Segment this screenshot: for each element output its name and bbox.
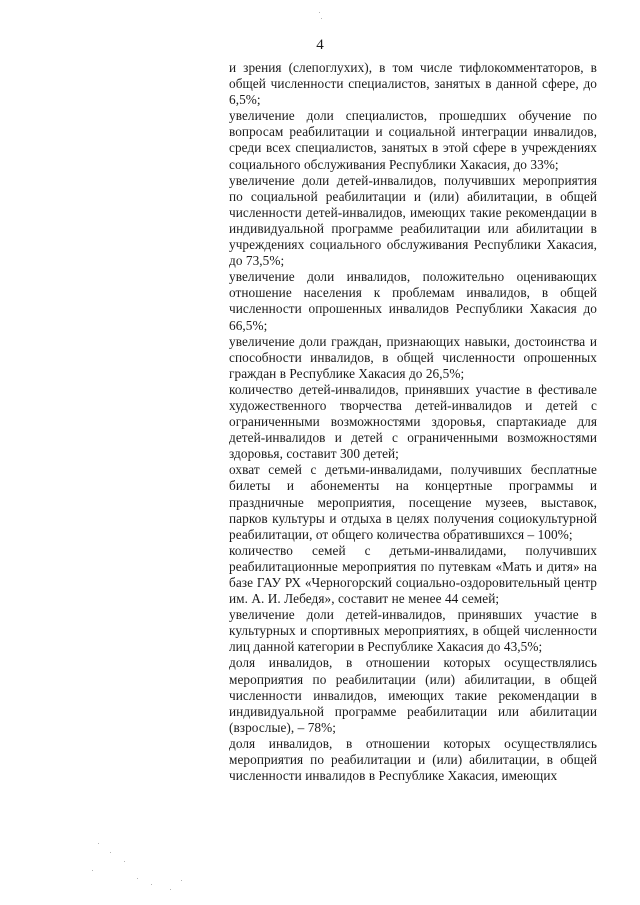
scan-speck — [98, 843, 99, 844]
page-number: 4 — [316, 37, 324, 53]
scan-speck — [92, 870, 93, 871]
paragraph-4: увеличение доли инвалидов, положительно оценивающих отношение населения к проблемам инвалидов, в общей численности опрошенных инвалидов Республики Хакасия до 66,5%; — [229, 269, 597, 333]
scan-speck — [319, 12, 320, 13]
scan-speck — [170, 889, 171, 890]
scan-speck — [110, 852, 111, 853]
paragraph-9: увеличение доли детей-инвалидов, принявших участие в культурных и спортивных мероприятиях, в общей численности лиц данной категории в Республике Хакасия до 43,5%; — [229, 607, 597, 655]
paragraph-6: количество детей-инвалидов, принявших участие в фестивале художественного творчества детей-инвалидов и детей с ограниченными возможностями здоровья, спартакиаде для детей-инвалидов и детей с ограниченными возможностями здоровья, составит 300 детей; — [229, 381, 597, 462]
paragraph-11: доля инвалидов, в отношении которых осуществлялись мероприятия по реабилитации и (или) абилитации, в общей численности инвалидов в Республике Хакасия, имеющих — [229, 735, 597, 784]
paragraph-2: увеличение доли специалистов, прошедших обучение по вопросам реабилитации и социальной интеграции инвалидов, среди всех специалистов, занятых в этой сфере в учреждениях социального обслуживания Республики Хакасия, до 33%; — [229, 108, 597, 172]
scan-speck — [151, 884, 152, 885]
paragraph-5: увеличение доли граждан, признающих навыки, достоинства и способности инвалидов, в общей численности опрошенных граждан в Республике Хакасия до 26,5%; — [229, 333, 597, 381]
scan-speck — [124, 861, 125, 862]
paragraph-7: охват семей с детьми-инвалидами, получивших бесплатные билеты и абонементы на концертные программы и праздничные мероприятия, посещение музеев, выставок, парков культуры и отдыха в целях получения социокультурной реабилитации, от общего количества обратившихся – 100%; — [229, 462, 597, 542]
scan-speck — [181, 880, 182, 881]
text-body — [229, 60, 597, 784]
paragraph-1: и зрения (слепоглухих), в том числе тифлокомментаторов, в общей численности специалистов, занятых в данной сфере, до 6,5%; — [229, 60, 597, 108]
scan-speck — [321, 18, 322, 19]
paragraph-10: доля инвалидов, в отношении которых осуществлялись мероприятия по реабилитации (или) абилитации, в общей численности инвалидов, имеющих такие рекомендации в индивидуальной программе реабилитации или абилитации (взрослые), – 78%; — [229, 655, 597, 735]
paragraph-3: увеличение доли детей-инвалидов, получивших мероприятия по социальной реабилитации и (или) абилитации, в общей численности детей-инвалидов, имеющих такие рекомендации в индивидуальной программе реабилитации или абилитации в учреждениях социального обслуживания Республики Хакасия, до 73,5%; — [229, 172, 597, 269]
scan-speck — [137, 878, 138, 879]
paragraph-8: количество семей с детьми-инвалидами, получивших реабилитационные мероприятия по путевкам «Мать и дитя» на базе ГАУ РХ «Черногорский социально-оздоровительный центр им. А. И. Лебедя», составит не менее 44 семей; — [229, 542, 597, 607]
